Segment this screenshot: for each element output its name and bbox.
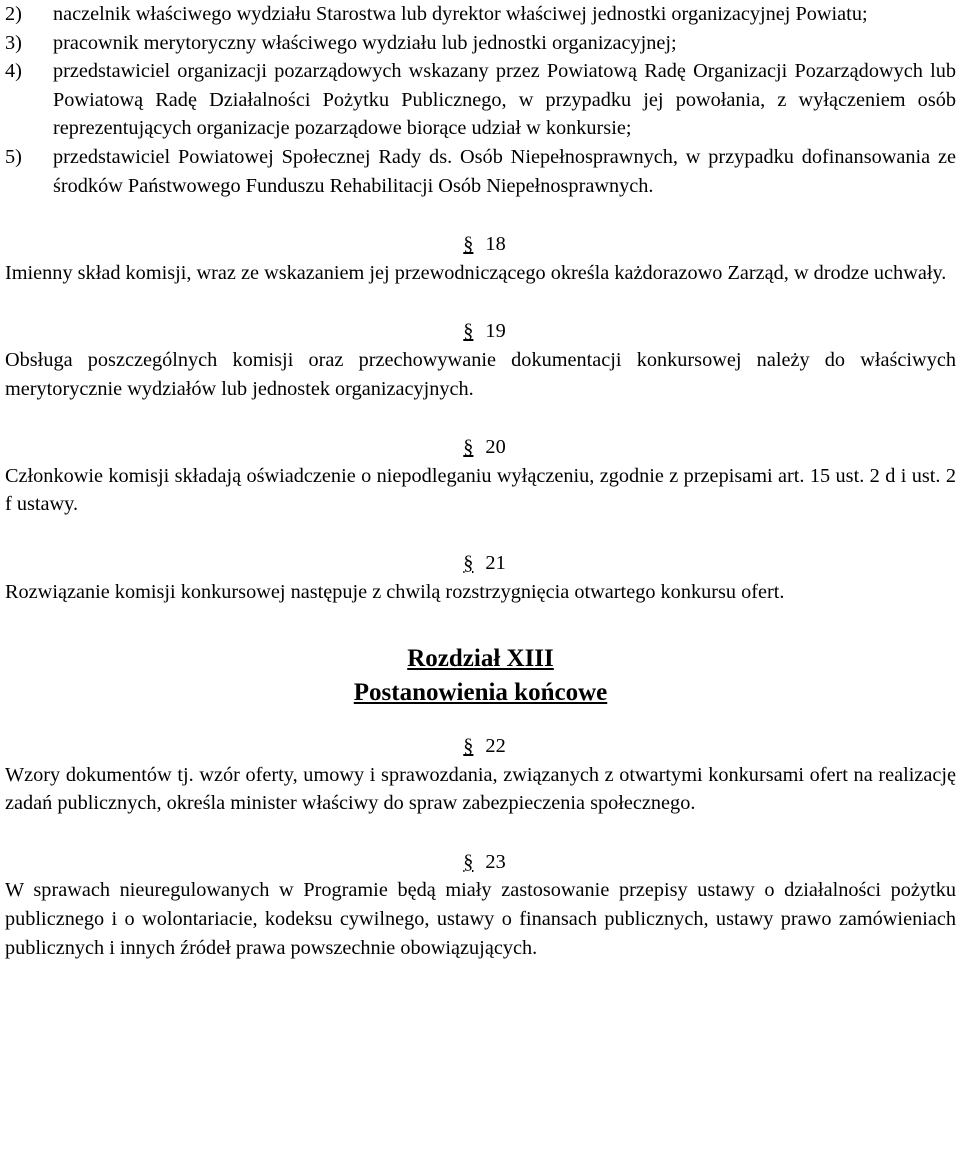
list-item-number: 4) bbox=[5, 60, 22, 83]
list-item bbox=[5, 143, 956, 200]
chapter-heading bbox=[5, 642, 956, 710]
list-item-number: 2) bbox=[5, 3, 22, 25]
paragraph-heading bbox=[5, 848, 956, 877]
section-sign: § bbox=[463, 436, 474, 459]
paragraph-heading bbox=[5, 230, 956, 259]
section-sign: § bbox=[463, 551, 474, 574]
paragraph-body: W sprawach nieuregulowanych w Programie będą miały zastosowanie przepisy ustawy o działalności pożytku publicznego i o wolontariacie, kodeksu cywilnego, ustawy o finansach publicznych, ustawy prawo zamówieniach publicznych i innych źródeł prawa powszechnie obowiązujących. bbox=[5, 879, 956, 959]
list-item-text: przedstawiciel Powiatowej Społecznej Rady ds. Osób Niepełnosprawnych, w przypadku dofinansowania ze środków Państwowego Funduszu Rehabilitacji Osób Niepełnosprawnych. bbox=[53, 145, 956, 197]
paragraph-number: 23 bbox=[485, 850, 506, 873]
paragraph-body: Członkowie komisji składają oświadczenie o niepodleganiu wyłączeniu, zgodnie z przepisami art. 15 ust. 2 d i ust. 2 f ustawy. bbox=[5, 464, 956, 516]
paragraph-section-23 bbox=[5, 848, 956, 962]
paragraph-number: 21 bbox=[485, 551, 506, 574]
paragraph-heading bbox=[5, 732, 956, 761]
paragraph-body: Rozwiązanie komisji konkursowej następuje z chwilą rozstrzygnięcia otwartego konkursu ofert. bbox=[5, 580, 785, 603]
chapter-number: Rozdział XIII bbox=[407, 645, 554, 673]
paragraph-body: Obsługa poszczególnych komisji oraz przechowywanie dokumentacji konkursowej należy do właściwych merytorycznie wydziałów lub jednostek organizacyjnych. bbox=[5, 348, 956, 400]
section-sign: § bbox=[463, 735, 474, 758]
paragraph-section-20 bbox=[5, 433, 956, 519]
list-item-text: pracownik merytoryczny właściwego wydziału lub jednostki organizacyjnej; bbox=[53, 31, 677, 54]
chapter-title: Postanowienia końcowe bbox=[353, 679, 608, 707]
paragraph-heading bbox=[5, 549, 956, 578]
paragraph-body: Imienny skład komisji, wraz ze wskazaniem jej przewodniczącego określa każdorazowo Zarząd, w drodze uchwały. bbox=[5, 261, 947, 284]
paragraph-heading bbox=[5, 433, 956, 462]
paragraph-number: 22 bbox=[485, 735, 506, 758]
list-item-text: naczelnik właściwego wydziału Starostwa lub dyrektor właściwej jednostki organizacyjnej Powiatu; bbox=[53, 3, 868, 25]
list-item bbox=[5, 29, 956, 58]
paragraph-number: 18 bbox=[485, 233, 506, 256]
list-item bbox=[5, 0, 956, 29]
section-sign: § bbox=[463, 320, 474, 343]
paragraph-number: 19 bbox=[485, 320, 506, 343]
section-sign: § bbox=[463, 233, 474, 256]
paragraph-section-19 bbox=[5, 317, 956, 403]
paragraph-heading bbox=[5, 317, 956, 346]
paragraph-section-21 bbox=[5, 549, 956, 606]
list-item bbox=[5, 57, 956, 143]
section-sign: § bbox=[463, 850, 474, 873]
list-item-text: przedstawiciel organizacji pozarządowych wskazany przez Powiatową Radę Organizacji Pozarządowych lub Powiatową Radę Działalności Pożytku Publicznego, w przypadku jej powołania, z wyłączeniem osób reprezentujących organizacje pozarządowe biorące udział w konkursie; bbox=[53, 60, 956, 140]
paragraph-section-18 bbox=[5, 230, 956, 287]
member-list bbox=[5, 0, 956, 200]
paragraph-section-22 bbox=[5, 732, 956, 818]
paragraph-body: Wzory dokumentów tj. wzór oferty, umowy i sprawozdania, związanych z otwartymi konkursami ofert na realizację zadań publicznych, określa minister właściwy do spraw zabezpieczenia społecznego. bbox=[5, 763, 956, 815]
list-item-number: 5) bbox=[5, 145, 22, 168]
list-item-number: 3) bbox=[5, 31, 22, 54]
paragraph-number: 20 bbox=[485, 436, 506, 459]
